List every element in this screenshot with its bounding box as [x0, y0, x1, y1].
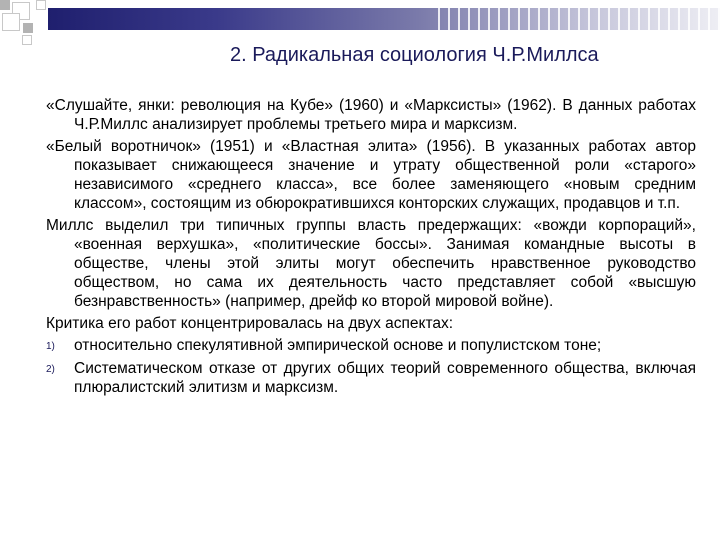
decor-square [23, 23, 33, 33]
paragraph: «Белый воротничок» (1951) и «Властная элита» (1956). В указанных работах автор показывает снижающееся значение и утрату общественной роли «старого» независимого «среднего класса», все более заменяющего «новым средним классом», состоящим из обюрократившихся конторских служащих, продавцов и т.п. [46, 138, 696, 212]
paragraph: «Слушайте, янки: революция на Кубе» (1960) и «Марксисты» (1962). В данных работах Ч.Р.Миллс анализирует проблемы третьего мира и марксизм. [46, 97, 696, 133]
slide-title: 2. Радикальная социология Ч.Р.Миллса [230, 44, 599, 66]
list-item [46, 359, 696, 397]
list-item [46, 336, 696, 356]
paragraph: Критика его работ концентрировалась на двух аспектах: [46, 315, 454, 332]
list-number: 1) [46, 341, 55, 352]
decor-square [36, 0, 46, 10]
slide-body [46, 96, 696, 400]
paragraph: Миллс выделил три типичных группы власть предержащих: «вожди корпораций», «военная верхушка», «политические боссы». Занимая командные высоты в обществе, члены этой элиты могут обеспечить нравственное руководство обществом, но сама их деятельность часто представляет собой «высшую безнравственность» (например, дрейф ко второй мировой войне). [46, 217, 696, 310]
decor-square [0, 0, 10, 10]
list-item-text: Систематическом отказе от других общих теорий современного общества, включая плюралистский элитизм и марксизм. [74, 360, 696, 396]
list-item-text: относительно спекулятивной эмпирической основе и популистском тоне; [74, 337, 602, 354]
decor-square [2, 13, 20, 31]
header-stripes [430, 8, 720, 30]
decor-square [22, 35, 32, 45]
list-number: 2) [46, 364, 55, 375]
